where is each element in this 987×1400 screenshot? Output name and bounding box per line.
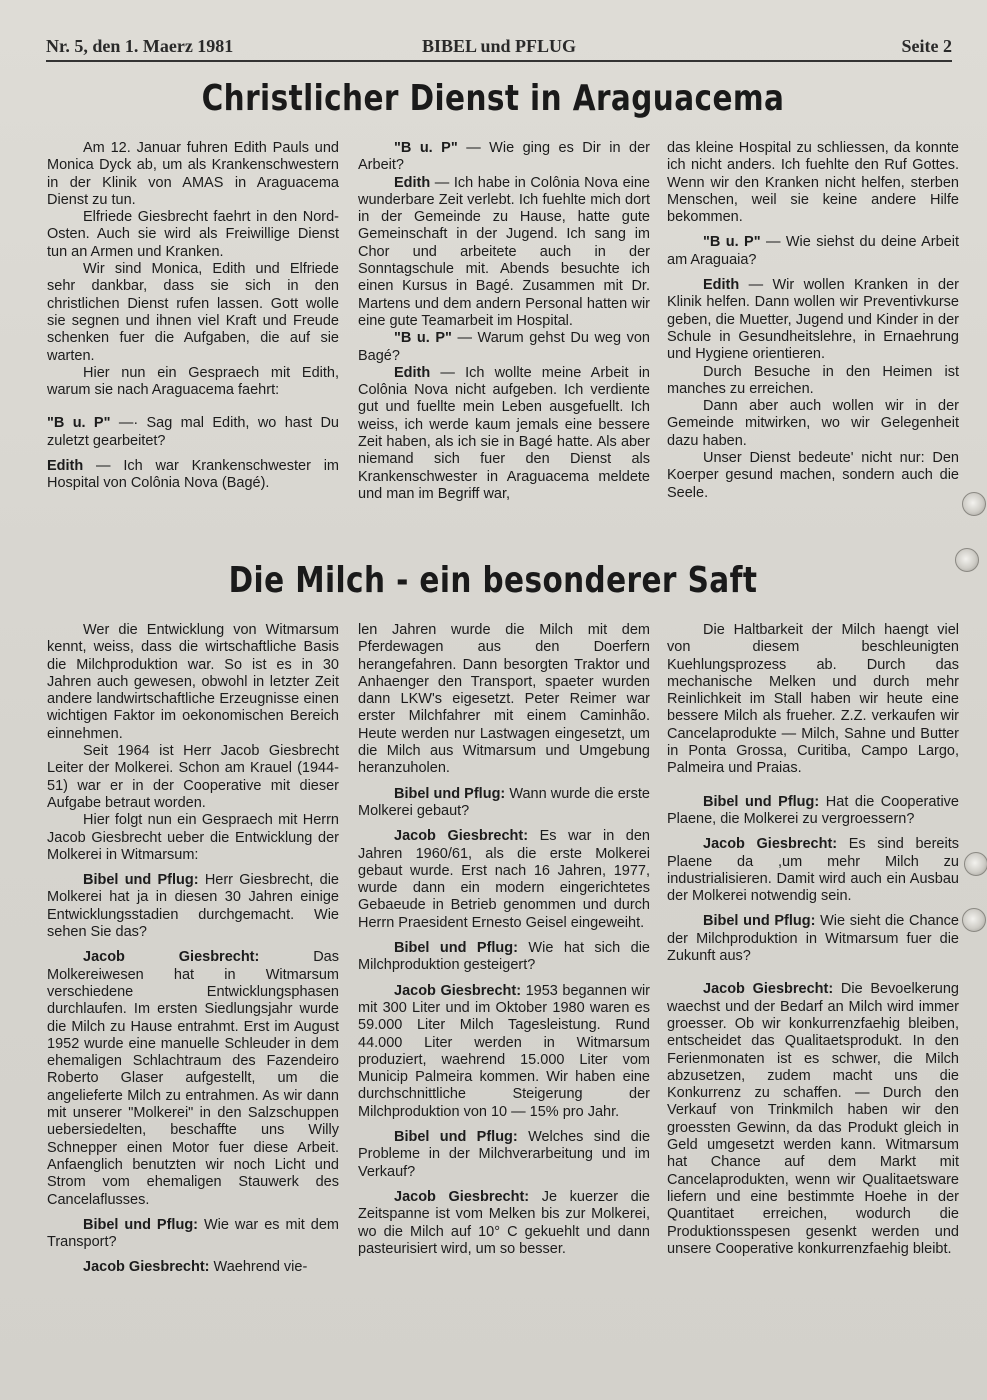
paragraph: Hier nun ein Gespraech mit Edith, warum sie nach Araguacema faehrt: [47,364,339,399]
answer-text: — Ich war Krankenschwester im Hospital von Colônia Nova (Bagé). [47,458,339,492]
paragraph: len Jahren wurde die Milch mit dem Pferdewagen aus den Doerfern herangefahren. Dann besorgten Traktor und Anhaenger den Transport, spaeter wurden dann LKW's eigesetzt. Peter Reimer war erster Milchfahrer mit einem Caminhão. Heute werden nur Lastwagen eingesetzt, um die Milch aus Witmarsum und Umgebung heranzuholen. [358,622,650,777]
paragraph: Unser Dienst bedeute' nicht nur: Den Koerper gesund machen, sondern auch die Seele. [667,450,959,501]
speaker-label: Bibel und Pflug: [394,1129,518,1146]
question-text: Wie war es mit dem Transport? [47,1216,339,1251]
question-text: Wann wurde die erste Molkerei gebaut? [358,785,650,819]
answer-text: — Ich wollte meine Arbeit in Colônia Nova nicht aufgeben. Ich verdiente gut und fuellte mein Leben ausgefuellt. Ich weiss, ich werde kaum jemals eine bessere Zeit haben, als ich sie in Bagé hatte. Als aber niemand sich fuer den Dienst als Krankenschwester in Araguacema meldete und man im Begriff war, [358,364,650,502]
interview-question [47,872,339,941]
speaker-label: Bibel und Pflug: [703,793,820,810]
interview-question [47,415,339,450]
speaker-label: Jacob Giesbrecht: [83,1259,210,1276]
interview-answer [358,1189,650,1258]
question-text: — Wie siehst du deine Arbeit am Araguaia? [667,234,959,268]
answer-text: — Ich habe in Colônia Nova eine wunderbare Zeit verlebt. Ich fuehlte mich dort in der Gemeinde zu Hause, hatte gute Gemeinschaft in der Jugend. Ich sang im Chor und arbeitete auch in der Sonntagschule mit. Abends besuchte ich einen Kursus in Bagé. Zusammen mit Dr. Martens und dem andern Personal hatten wir eine gute Teamarbeit im Hospital. [358,174,650,329]
speaker-label: Bibel und Pflug: [394,940,518,957]
article-headline-araguacema: Christlicher Dienst in Araguacema [201,78,785,119]
question-text: Wie sieht die Chance der Milchproduktion in Witmarsum fuer die Zukunft aus? [667,913,959,965]
article2-column-3 [667,622,959,1258]
speaker-label: Jacob Giesbrecht: [394,982,522,999]
speaker-label: Jacob Giesbrecht: [703,836,838,853]
answer-text: Waehrend vie- [209,1259,308,1276]
article2-column-2 [358,622,650,1258]
speaker-label: "B u. P" [703,234,761,251]
interview-answer [358,365,650,503]
speaker-label: Edith [394,364,431,381]
question-text: — Warum gehst Du weg von Bagé? [358,330,650,364]
paragraph: Am 12. Januar fuhren Edith Pauls und Monica Dyck ab, um als Krankenschwestern in der Klinik von AMAS in Araguacema Dienst zu tun. [47,140,339,208]
answer-text: — Wir wollen Kranken in der Klinik helfen. Dann wollen wir Preventivkurse geben, die Muetter, Jugend und Kinder in der Schule in Gesundheitslehre, in Ernaehrung und Hygiene orientieren. [667,277,959,363]
page-header [46,34,952,62]
interview-question [358,1129,650,1181]
interview-answer [667,277,959,363]
punch-hole-icon [964,852,987,876]
question-text: — Wie ging es Dir in der Arbeit? [358,140,650,174]
article2-column-1 [47,622,339,1277]
interview-answer [667,836,959,905]
punch-hole-icon [962,492,986,516]
speaker-label: "B u. P" [394,140,458,156]
speaker-label: Jacob Giesbrecht: [703,981,834,998]
interview-answer [47,1259,339,1276]
interview-answer [47,949,339,1208]
speaker-label: Bibel und Pflug: [83,872,199,889]
interview-question [47,1217,339,1252]
interview-answer [667,981,959,1258]
answer-text: Es war in den Jahren 1960/61, als die erste Molkerei gebaut wurde. Erst nach 16 Jahren, 1977, wurde dann ein modern eingerichtetes Gebaeude in Betrieb genommen und durch Herrn Praesident Ernesto Geisel eingeweiht. [358,828,651,931]
article-headline-milch: Die Milch - ein besonderer Saft [228,560,758,601]
answer-text: Das Molkereiwesen hat in Witmarsum verschiedene Entwicklungsphasen durchlaufen. Im ersten Siedlungsjahr wurde die Milch zu Hause entrahmt. Erst im August 1952 wurde eine manuelle Schleuder in dem ehemaligen Schlachtraum des Fazendeiro Roberto Glaser aufgestellt, um die angelieferte Milch zu entrahmen. As wir dann mit unserer "Molkerei" in den Salzschuppen uebersiedelten, beschaffte uns Willy Schnepper einen Motor fuer diese Arbeit. Anfaenglich benutzten wir noch Licht und Strom vom ehemaligen Stauwerk des Cancelaflusses. [47,949,339,1208]
interview-answer [358,175,650,331]
paragraph: Seit 1964 ist Herr Jacob Giesbrecht Leiter der Molkerei. Schon am Krauel (1944-51) war er in der Cooperative mit dieser Aufgabe betraut worden. [47,743,339,811]
article1-column-3 [667,140,959,502]
interview-answer [358,828,650,932]
paragraph: Wer die Entwicklung von Witmarsum kennt, weiss, dass die wirtschaftliche Basis die Milchproduktion war. So ist es in 30 Jahren auch gewesen, obwohl in letzter Zeit andere landwirtschaftliche Erzeugnisse einen wichtigen Faktor im oekonomischen Bereich einnehmen. [47,622,339,742]
interview-question [358,140,650,175]
interview-answer [358,983,650,1121]
interview-question [667,234,959,269]
paragraph: Durch Besuche in den Heimen ist manches zu erreichen. [667,363,959,397]
speaker-label: Jacob Giesbrecht: [394,828,529,845]
speaker-label: Bibel und Pflug: [703,913,816,930]
interview-answer [47,458,339,493]
speaker-label: "B u. P" [394,330,452,347]
speaker-label: "B u. P" [47,415,111,432]
interview-question [667,913,959,965]
question-text: —· Sag mal Edith, wo hast Du zuletzt gearbeitet? [47,415,339,449]
question-text: Herr Giesbrecht, die Molkerei hat ja in diesen 30 Jahren einige Entwicklungsstadien durchgemacht. Wie sehen Sie das? [47,872,339,941]
answer-text: 1953 begannen wir mit 300 Liter und im Oktober 1980 waren es 59.000 Liter Milch Tagesleistung. Rund 44.000 Liter werden in Witmarsum produziert, waehrend 15.000 Liter vom Municip Palmeira kommen. Wir haben eine durchschnittliche Steigerung der Milchproduktion von 10 — 15% pro Jahr. [358,982,650,1120]
punch-hole-icon [962,908,986,932]
speaker-label: Bibel und Pflug: [83,1216,199,1233]
answer-text: Je kuerzer die Zeitspanne ist vom Melken bis zur Molkerei, wo die Milch auf 10° C gekuehlt und dann pasteurisiert wird, um so besser. [358,1188,650,1257]
issue-date: Nr. 5, den 1. Maerz 1981 [46,36,234,56]
paragraph: Wir sind Monica, Edith und Elfriede sehr dankbar, dass sie sich in den christlichen Dienst rufen lassen. Gott wolle sie segnen und ihnen viel Kraft und Freude schenken fuer die Aufgaben, die auf sie warten. [47,261,339,364]
speaker-label: Edith [703,277,740,294]
paragraph: Dann aber auch wollen wir in der Gemeinde mitwirken, wo wir Gelegenheit dazu haben. [667,398,959,449]
interview-question [358,940,650,975]
speaker-label: Edith [394,174,431,191]
answer-text: Die Bevoelkerung waechst und der Bedarf an Milch wird immer groesser. Ob wir konkurrenzfaehig bleiben, entscheidet das Qualitaetsprodukt. In den Ferienmonaten ist es schwer, die Milch abzusetzen, zudem macht uns die Konkurrenz zu schaffen. — Durch den Verkauf von Trinkmilch haben wir den groessten Gewinn, da das Produkt gleich in Geld umgesetzt werden kann. Witmarsum hat Chance auf dem Markt mit Cancelaprodukten, wenn wir Qualitaetsware liefern und eine bestimmte Hoehe in der Quantitaet erreichen, wodurch die Produktionsspesen gesenkt werden und unsere Cooperative konkurrenzfaehig bleibt. [667,981,959,1257]
page-number: Seite 2 [901,36,952,56]
interview-question [358,330,650,365]
paragraph: Die Haltbarkeit der Milch haengt viel von diesem beschleunigten Kuehlungsprozess ab. Durch das mechanische Melken und durch mehr Reinlichkeit im Stall haben wir heute eine bessere Milch als frueher. Z.Z. verkaufen wir Cancelaprodukte — Milch, Sahne und Butter in Ponta Grossa, Curitiba, Campo Largo, Palmeira und Praias. [667,622,959,777]
speaker-label: Bibel und Pflug: [394,785,506,802]
question-text: Welches sind die Probleme in der Milchverarbeitung und im Verkauf? [358,1129,651,1180]
speaker-label: Jacob Giesbrecht: [83,949,260,966]
article1-column-2 [358,140,650,503]
newspaper-name: BIBEL und PFLUG [421,36,577,56]
question-text: Wie hat sich die Milchproduktion gesteigert? [358,940,650,974]
question-text: Hat die Cooperative Plaene, die Molkerei zu vergroessern? [667,793,959,827]
speaker-label: Edith [47,458,84,475]
paragraph: Elfriede Giesbrecht faehrt in den Nord-Osten. Auch sie wird als Freiwillige Dienst tun an Armen und Kranken. [47,209,339,260]
paragraph: Hier folgt nun ein Gespraech mit Herrn Jacob Giesbrecht ueber die Entwicklung der Molkerei in Witmarsum: [47,812,339,863]
punch-hole-icon [955,548,979,572]
interview-question [667,794,959,829]
paragraph: das kleine Hospital zu schliessen, da konnte ich nicht anders. Ich fuehlte den Ruf Gottes. Wenn wir den Kranken nicht helfen, sterben Menschen, weil sie keine andere Hilfe bekommen. [667,140,959,226]
interview-question [358,786,650,821]
speaker-label: Jacob Giesbrecht: [394,1188,530,1205]
answer-text: Es sind bereits Plaene da ,um mehr Milch zu industrialisieren. Damit wird auch ein Ausbau der Molkerei notwendig sein. [667,836,959,905]
article1-column-1 [47,140,339,493]
